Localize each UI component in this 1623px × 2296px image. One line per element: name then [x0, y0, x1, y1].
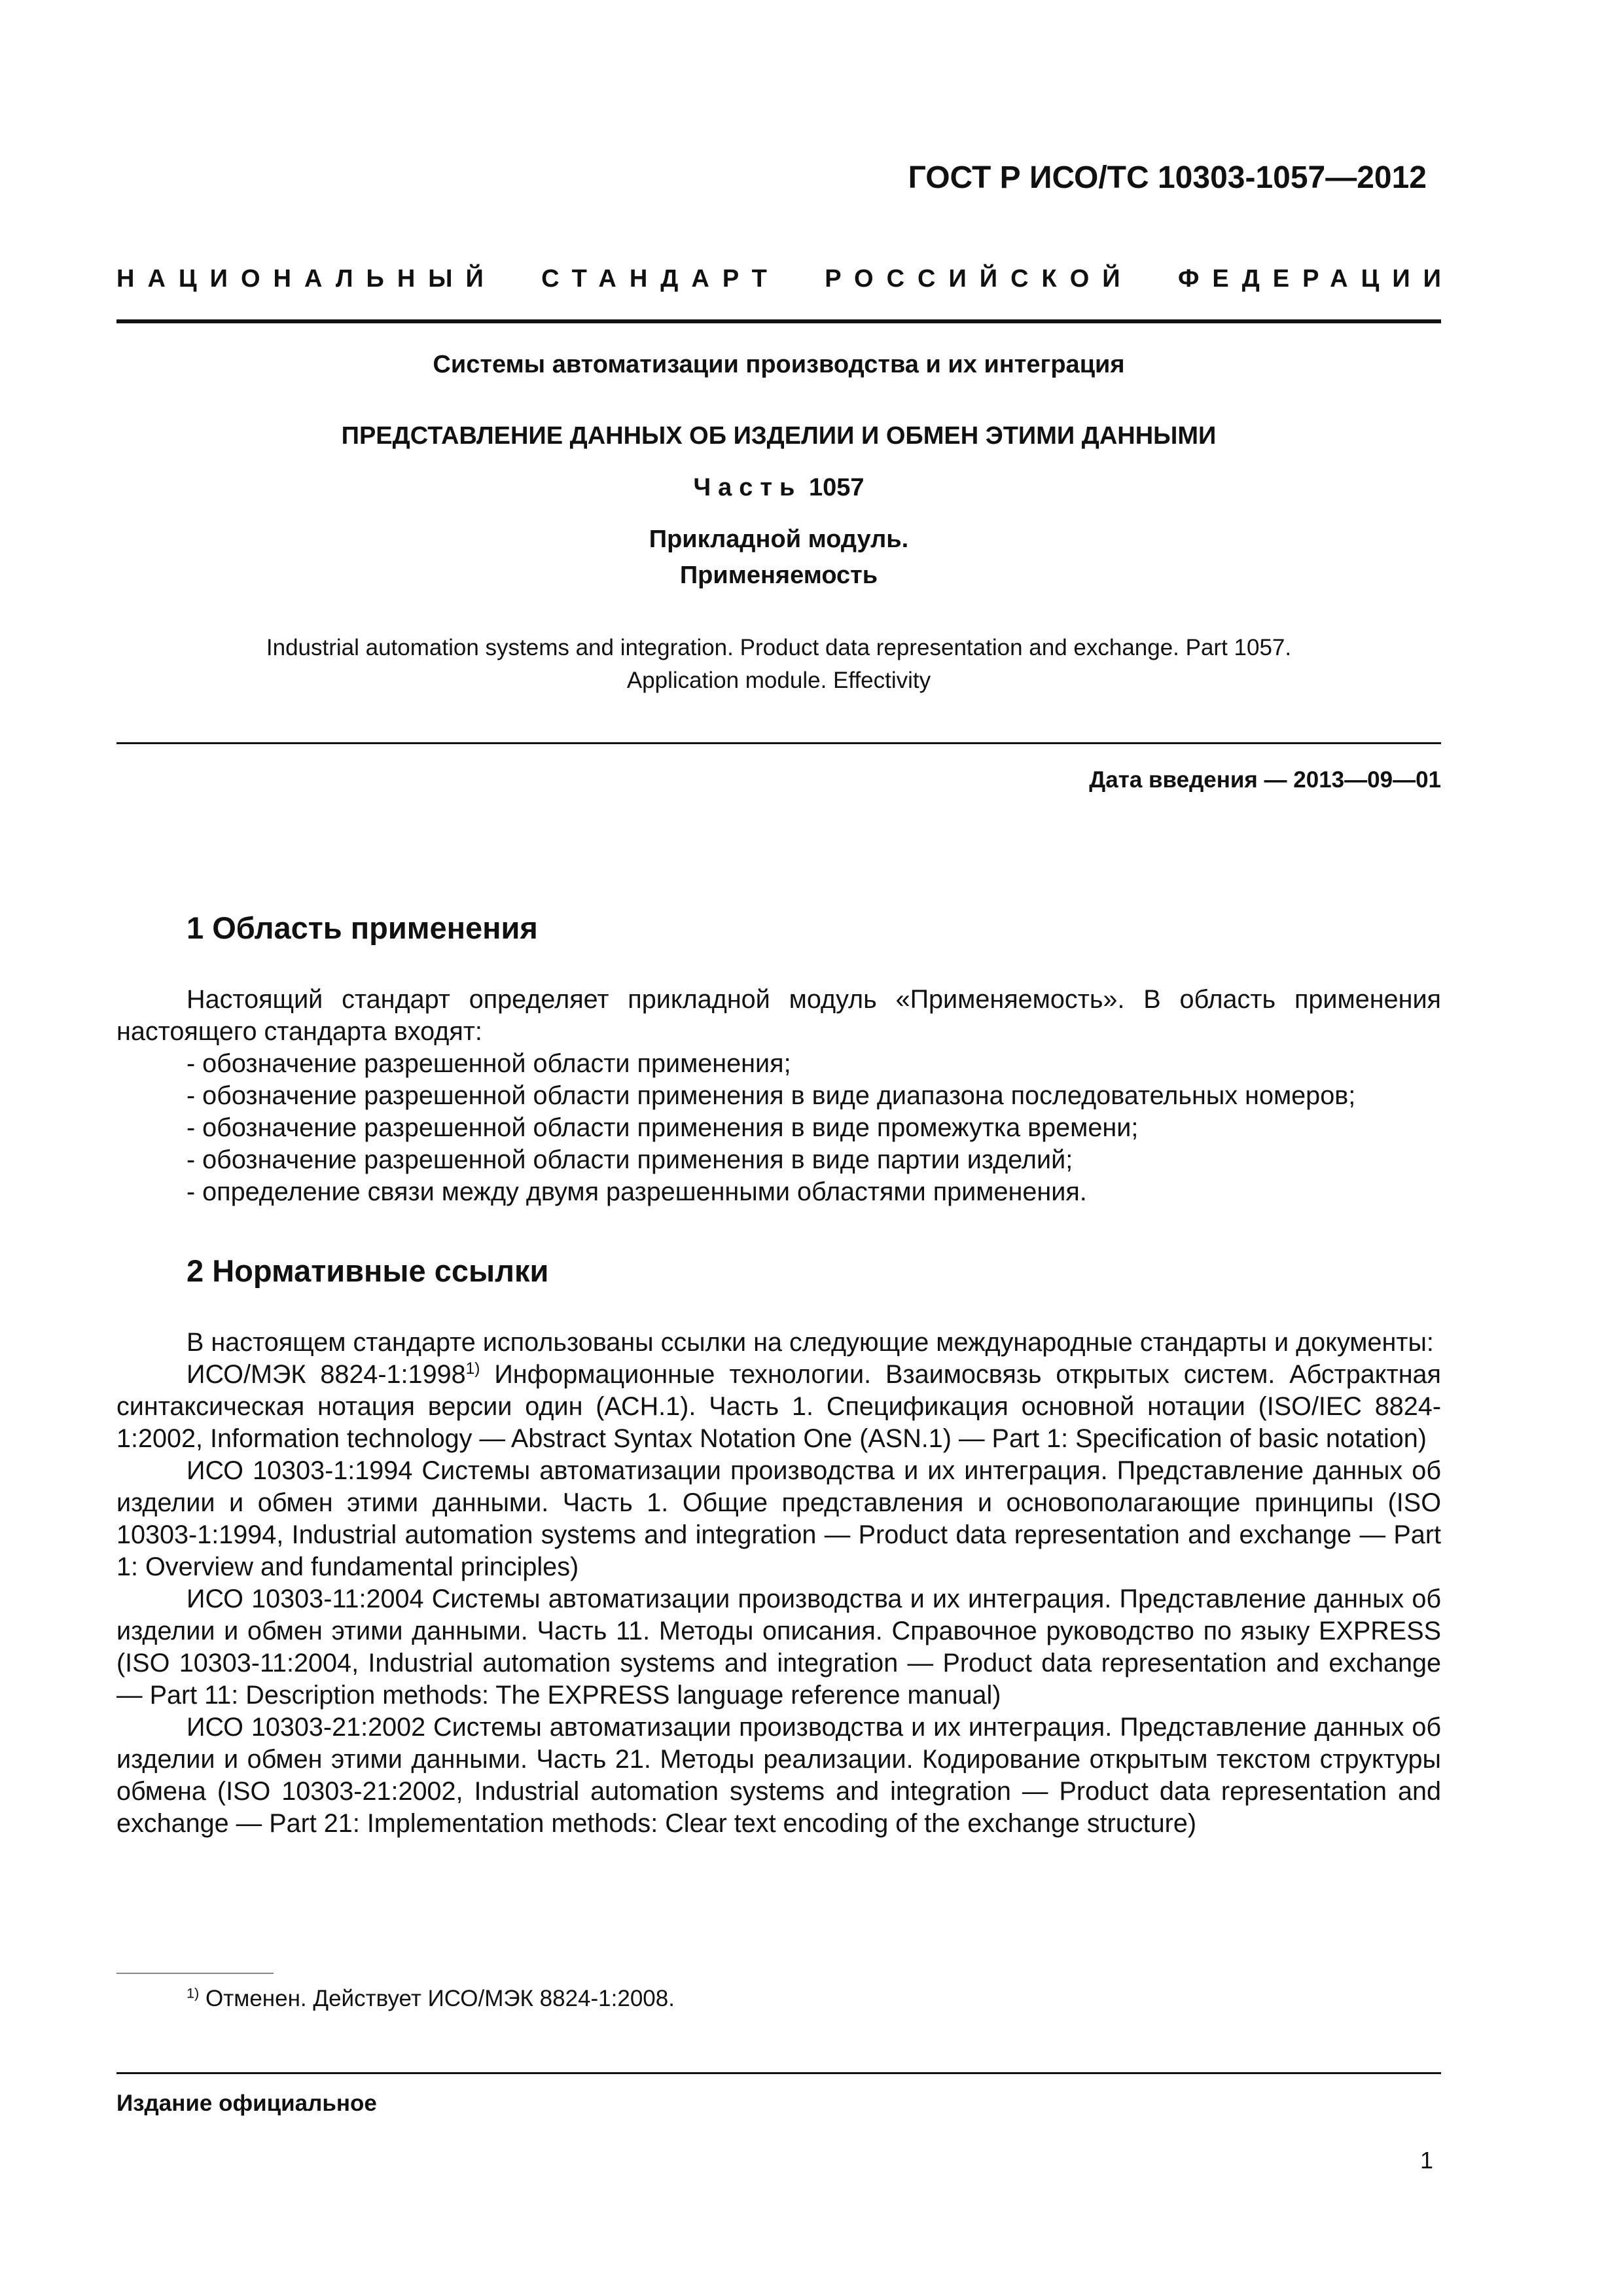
english-title-line1: Industrial automation systems and integration. Product data representation and exchange. Part 1057. [266, 635, 1292, 660]
national-standard-banner [116, 265, 1454, 293]
section-2-heading: 2 Нормативные ссылки [187, 1253, 549, 1288]
reference-1 [116, 1359, 1441, 1455]
banner-word: РОССИЙСКОЙ [825, 265, 1133, 293]
footnote-rule [116, 1973, 274, 1974]
header-rule [116, 319, 1441, 323]
list-item: - определение связи между двумя разрешенными областями применения. [187, 1177, 1087, 1206]
introduction-date: Дата введения — 2013—09—01 [1089, 767, 1441, 793]
reference-3: ИСО 10303-11:2004 Системы автоматизации производства и их интеграция. Представление данных об изделии и обмен этими данными. Часть 11. Методы описания. Справочное руководство по языку EXPRESS (ISO 10303-11:2004, Industrial automation systems and integration — Product data representation and exchange — Part 11: Description methods: The EXPRESS language reference manual) [116, 1585, 1441, 1710]
module-title-line2: Применяемость [679, 562, 878, 589]
series-title: Системы автоматизации производства и их интеграция [433, 351, 1125, 378]
part-number: 1057 [808, 474, 865, 501]
part-title [116, 474, 1441, 502]
footer-rule [116, 2072, 1441, 2074]
document-code: ГОСТ Р ИСО/ТС 10303-1057—2012 [908, 160, 1427, 195]
footnote [187, 1986, 675, 2012]
section-2-intro: В настоящем стандарте использованы ссылки на следующие международные стандарты и документы: [187, 1328, 1434, 1357]
banner-word: ФЕДЕРАЦИИ [1177, 265, 1454, 293]
english-title-line2: Application module. Effectivity [626, 668, 931, 693]
page-number: 1 [1419, 2147, 1433, 2174]
reference-1-text: Информационные технологии. Взаимосвязь открытых систем. Абстрактная синтаксическая нотация версии один (АСН.1). Часть 1. Спецификация основной нотации (ISO/IEC 8824-1:2002, Information technology — Abstract Syntax Notation One (ASN.1) — Part 1: Specification of basic notation) [116, 1360, 1441, 1453]
list-item: - обозначение разрешенной области применения; [187, 1049, 791, 1078]
module-title-line1: Прикладной модуль. [649, 526, 909, 553]
list-item: - обозначение разрешенной области применения в виде диапазона последовательных номеров; [187, 1081, 1356, 1110]
part-label: Часть [693, 474, 802, 501]
list-item: - обозначение разрешенной области применения в виде партии изделий; [187, 1145, 1073, 1174]
footnote-text: Отменен. Действует ИСО/МЭК 8824-1:2008. [199, 1986, 675, 2011]
section-1-intro: Настоящий стандарт определяет прикладной модуль «Применяемость». В область применения настоящего стандарта входят: [116, 985, 1441, 1046]
banner-word: НАЦИОНАЛЬНЫЙ [116, 265, 497, 293]
banner-word: СТАНДАРТ [541, 265, 780, 293]
reference-2: ИСО 10303-1:1994 Системы автоматизации производства и их интеграция. Представление данных об изделии и обмен этими данными. Часть 1. Общие представления и основополагающие принципы (ISO 10303-1:1994, Industrial automation systems and integration — Product data representation and exchange — Part 1: Overview and fundamental principles) [116, 1456, 1441, 1581]
reference-1-code: ИСО/МЭК 8824-1:1998 [187, 1360, 466, 1389]
list-item: - обозначение разрешенной области применения в виде промежутка времени; [187, 1113, 1139, 1142]
main-title: ПРЕДСТАВЛЕНИЕ ДАННЫХ ОБ ИЗДЕЛИИ И ОБМЕН ЭТИМИ ДАННЫМИ [341, 422, 1217, 450]
footnote-mark: 1) [187, 1984, 200, 2001]
edition-label: Издание официальное [116, 2090, 377, 2116]
section-1-body [116, 984, 1441, 1208]
section-1-heading: 1 Область применения [187, 910, 538, 945]
section-2-body [116, 1327, 1441, 1840]
title-rule [116, 742, 1441, 744]
reference-4: ИСО 10303-21:2002 Системы автоматизации производства и их интеграция. Представление данных об изделии и обмен этими данными. Часть 21. Методы реализации. Кодирование открытым текстом структуры обмена (ISO 10303-21:2002, Industrial automation systems and integration — Product data representation and exchange — Part 21: Implementation methods: Clear text encoding of the exchange structure) [116, 1713, 1441, 1838]
footnote-marker: 1) [465, 1359, 480, 1378]
